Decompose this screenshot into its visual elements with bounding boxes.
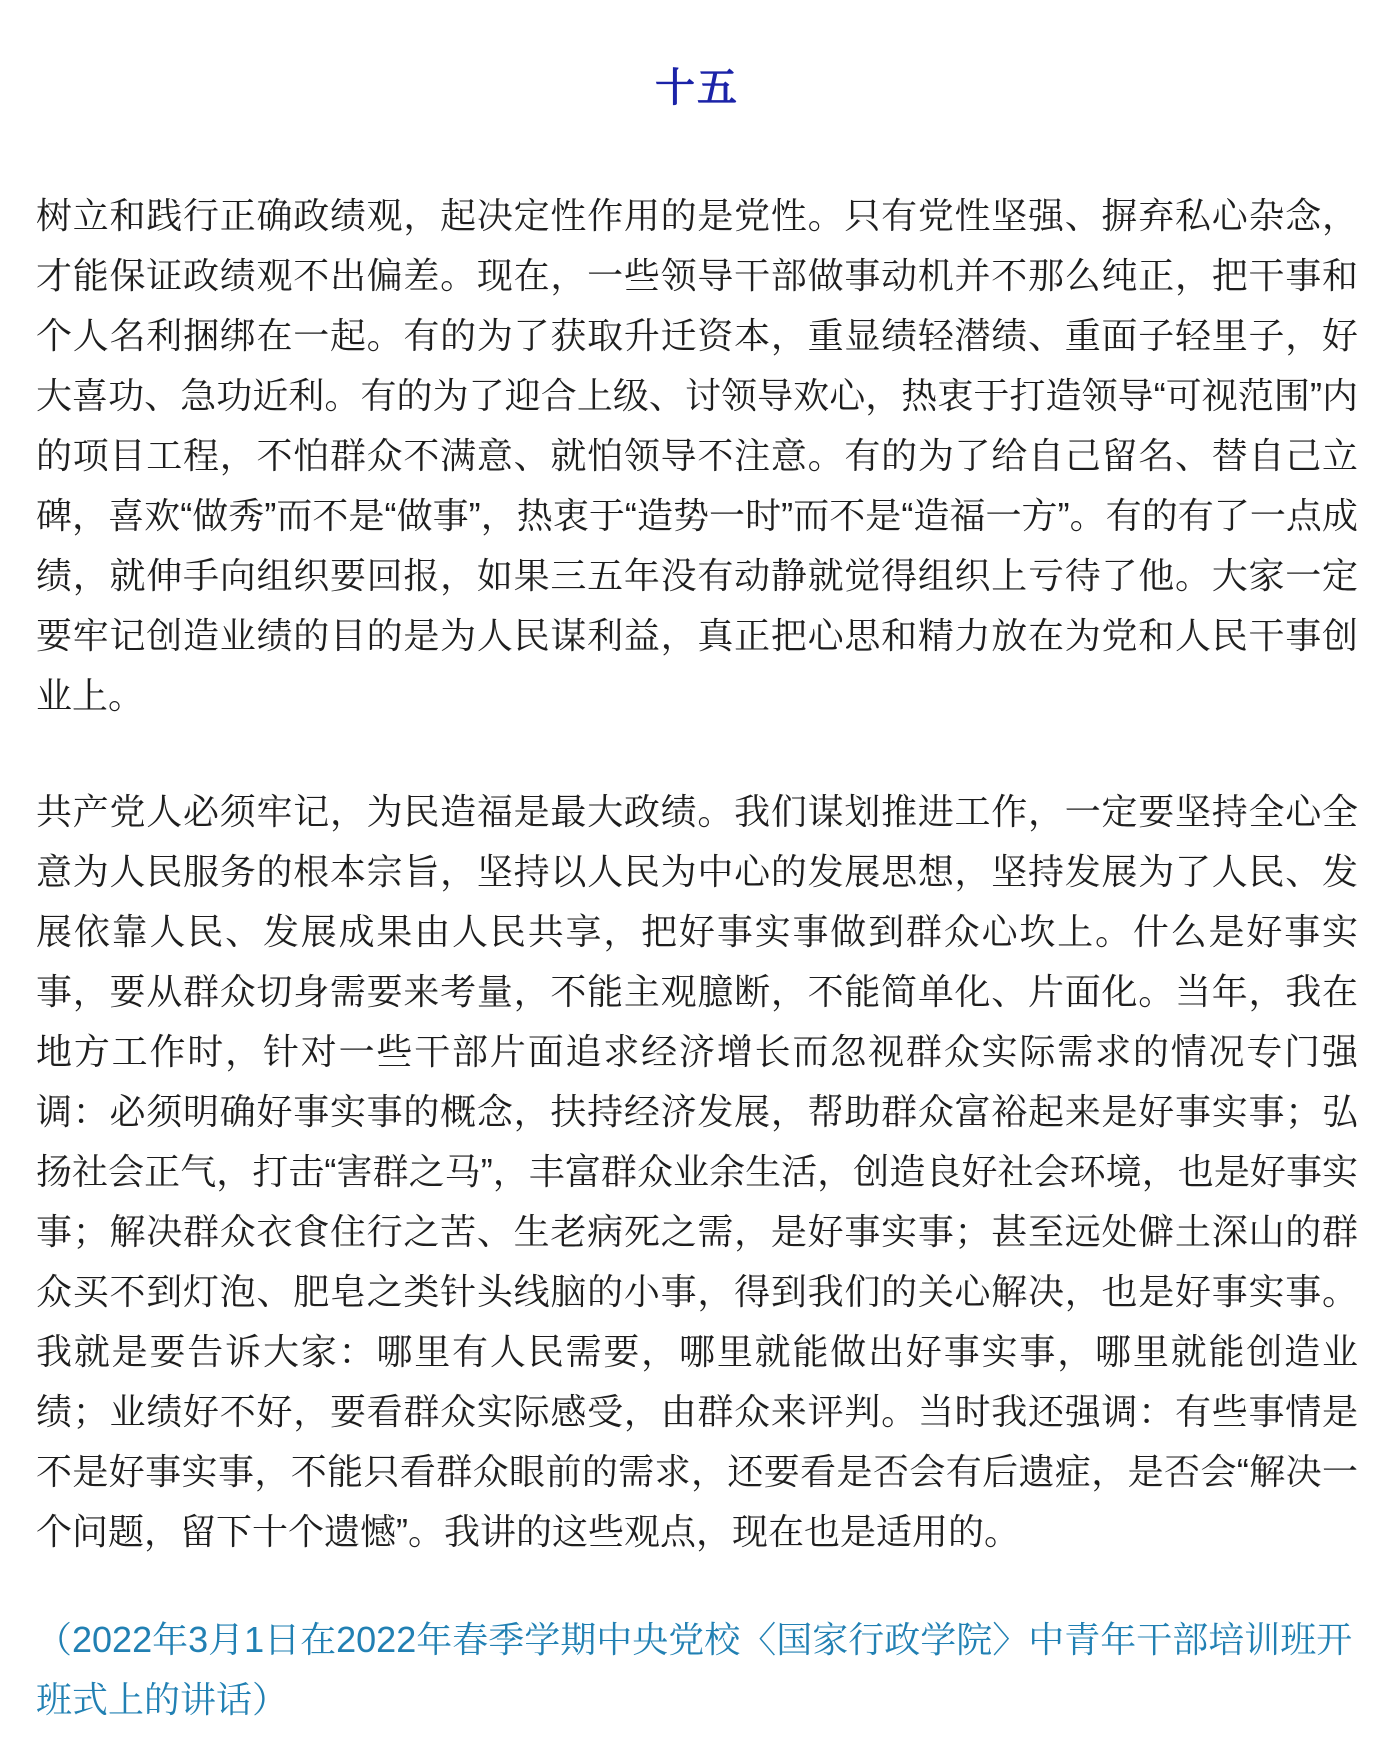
paragraph-serving-people: 共产党人必须牢记，为民造福是最大政绩。我们谋划推进工作，一定要坚持全心全意为人民服务的根本宗旨，坚持以人民为中心的发展思想，坚持发展为了人民、发展依靠人民、发展成果由人民共享，把好事实事做到群众心坎上。什么是好事实事，要从群众切身需要来考量，不能主观臆断，不能简单化、片面化。当年，我在地方工作时，针对一些干部片面追求经济增长而忽视群众实际需求的情况专门强调：必须明确好事实事的概念，扶持经济发展，帮助群众富裕起来是好事实事；弘扬社会正气，打击“害群之马”，丰富群众业余生活，创造良好社会环境，也是好事实事；解决群众衣食住行之苦、生老病死之需，是好事实事；甚至远处僻土深山的群众买不到灯泡、肥皂之类针头线脑的小事，得到我们的关心解决，也是好事实事。我就是要告诉大家：哪里有人民需要，哪里就能做出好事实事，哪里就能创造业绩；业绩好不好，要看群众实际感受，由群众来评判。当时我还强调：有些事情是不是好事实事，不能只看群众眼前的需求，还要看是否会有后遗症，是否会“解决一个问题，留下十个遗憾”。我讲的这些观点，现在也是适用的。 — [36, 791, 1358, 1552]
section-title: 十五 — [655, 66, 739, 110]
paragraph-political-integrity: 树立和践行正确政绩观，起决定性作用的是党性。只有党性坚强、摒弃私心杂念，才能保证政绩观不出偏差。现在，一些领导干部做事动机并不那么纯正，把干事和个人名利捆绑在一起。有的为了获取升迁资本，重显绩轻潜绩、重面子轻里子，好大喜功、急功近利。有的为了迎合上级、讨领导欢心，热衷于打造领导“可视范围”内的项目工程，不怕群众不满意、就怕领导不注意。有的为了给自己留名、替自己立碑，喜欢“做秀”而不是“做事”，热衷于“造势一时”而不是“造福一方”。有的有了一点成绩，就伸手向组织要回报，如果三五年没有动静就觉得组织上亏待了他。大家一定要牢记创造业绩的目的是为人民谋利益，真正把心思和精力放在为党和人民干事创业上。 — [36, 195, 1358, 716]
speech-citation: （2022年3月1日在2022年春季学期中央党校〈国家行政学院〉中青年干部培训班开班式上的讲话） — [36, 1619, 1353, 1720]
